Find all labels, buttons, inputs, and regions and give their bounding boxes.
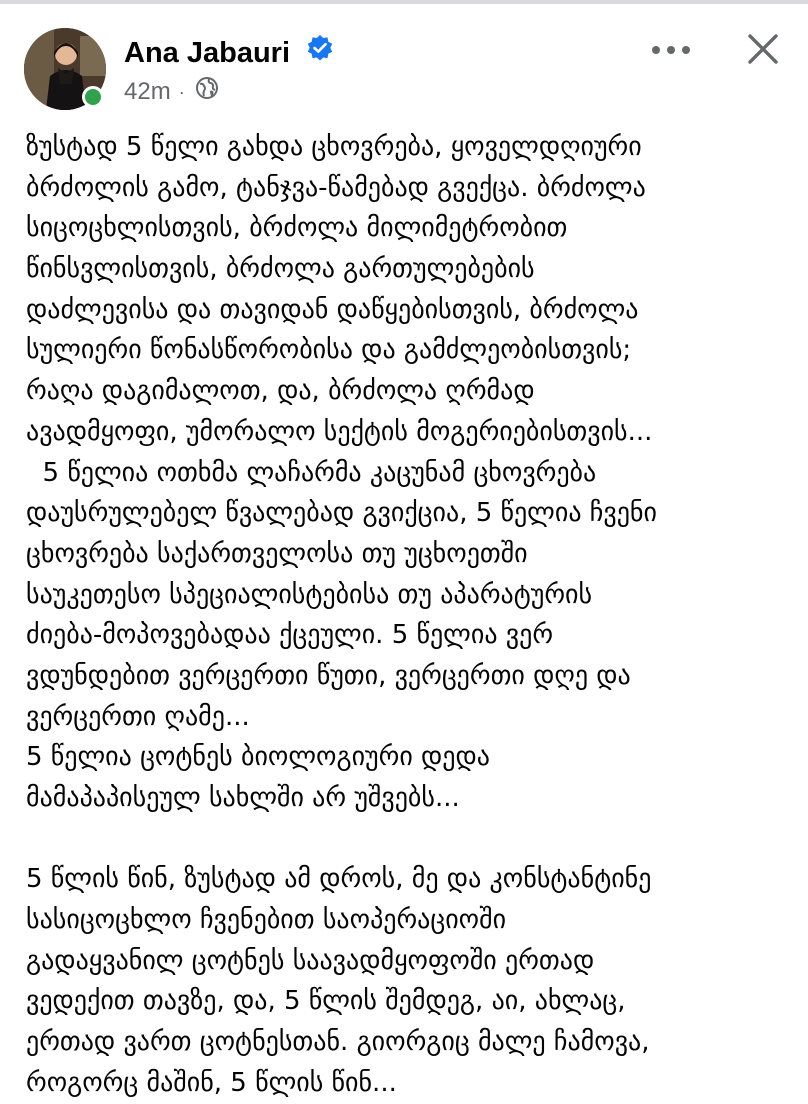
- post-text-line: მამაპაპისეულ სახლში არ უშვებს...: [26, 783, 460, 813]
- post-text-line: გადაყვანილ ცოტნეს საავადმყოფოში ერთად: [26, 945, 595, 976]
- post-text-line: ძიება-მოპოვებადაა ქცეული. 5 წელია ვერ: [26, 620, 554, 651]
- author-avatar[interactable]: [24, 28, 106, 110]
- post-text: [26, 127, 801, 1104]
- post-text-blank-line: [26, 819, 801, 860]
- globe-icon[interactable]: [195, 76, 219, 107]
- more-options-icon: [651, 45, 691, 55]
- more-options-button[interactable]: [646, 30, 696, 70]
- post-text-line: ავადმყოფი, უმორალო სექტის მოგერიებისთვის...: [26, 416, 653, 447]
- post-text-line: სულიერი წონასწორობისა და გამძლეობისთვის;: [26, 335, 632, 366]
- post-text-line: დაძლევისა და თავიდან დაწყებისთვის, ბრძოლა: [26, 294, 639, 325]
- post-header: [0, 0, 808, 120]
- verified-badge-icon: [306, 34, 334, 70]
- post-text-line: წინსვლისთვის, ბრძოლა გართულებების: [26, 254, 535, 285]
- post-text-line: სიცოცხლისთვის, ბრძოლა მილიმეტრობით: [26, 213, 568, 244]
- post-text-line: როგორც მაშინ, 5 წლის წინ...: [26, 1067, 397, 1098]
- post-text-line: 5 წლის წინ, ზუსტად ამ დროს, მე და კონსტანტინე: [26, 864, 652, 895]
- post-text-line: სასიცოცხლო ჩვენებით საოპერაციოში: [26, 905, 507, 936]
- close-icon: [747, 33, 779, 65]
- post-text-line: ერთად ვართ ცოტნესთან. გიორგიც მალე ჩამოვა,: [26, 1027, 650, 1058]
- author-name-row: [124, 36, 334, 70]
- post-text-line: ვედექით თავზე, და, 5 წლის შემდეგ, აი, ახლაც,: [26, 986, 626, 1017]
- post-time[interactable]: 42m: [124, 77, 171, 105]
- online-status-dot: [82, 86, 104, 108]
- post-text-line: ზუსტად 5 წელი გახდა ცხოვრება, ყოველდღიური: [26, 132, 642, 162]
- post-text-line: დაუსრულებელ წვალებად გვიქცია, 5 წელია ჩვენი: [26, 498, 657, 529]
- post-text-line: ბრძოლის გამო, ტანჯვა-წამებად გვექცა. ბრძოლა: [26, 172, 646, 203]
- close-button[interactable]: [738, 24, 788, 74]
- post-text-line: საუკეთესო სპეციალისტებისა თუ აპარატურის: [26, 579, 593, 610]
- post-text-line: ცხოვრება საქართველოსა თუ უცხოეთში: [26, 538, 528, 569]
- post-text-line: ვერცერთი ღამე...: [26, 701, 250, 732]
- post-text-line: რაღა დაგიმალოთ, და, ბრძოლა ღრმად: [26, 376, 535, 407]
- post-text-line: ვდუნდებით ვერცერთი წუთი, ვერცერთი დღე და: [26, 660, 631, 691]
- author-name[interactable]: Ana Jabauri: [124, 37, 290, 69]
- post-text-line: 5 წელია ცოტნეს ბიოლოგიური დედა: [26, 742, 490, 773]
- meta-separator: ·: [178, 81, 185, 102]
- post-text-line: 5 წელია ოთხმა ლაჩარმა კაცუნამ ცხოვრება: [26, 457, 597, 488]
- post-meta: [124, 76, 219, 107]
